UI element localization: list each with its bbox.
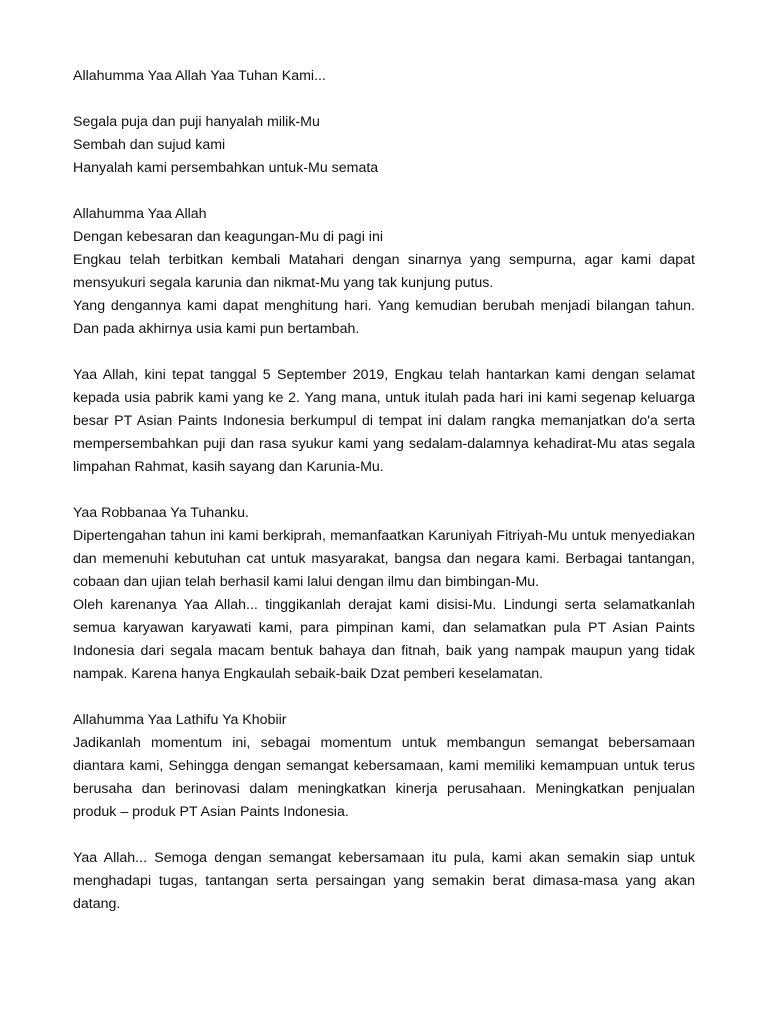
anniversary-section [73,364,695,479]
praise-line-3: Hanyalah kami persembahkan untuk-Mu semata [73,160,379,176]
morning-section [73,203,695,341]
closing-section [73,847,695,916]
praise-line-1: Segala puja dan puji hanyalah milik-Mu [73,114,320,130]
anniversary-paragraph: Yaa Allah, kini tepat tanggal 5 September 2019, Engkau telah hantarkan kami dengan selamat kepada usia pabrik kami yang ke 2. Yang mana, untuk itulah pada hari ini kami segenap keluarga besar PT Asian Paints Indonesia berkumpul di tempat ini dalam rangka memanjatkan do'a serta mempersembahkan puji dan rasa syukur kami yang sedalam-dalamnya kehadirat-Mu atas segala limpahan Rahmat, kasih sayang dan Karunia-Mu. [73,367,695,475]
lathifu-section [73,709,695,824]
morning-subheading: Dengan kebesaran dan keagungan-Mu di pagi ini [73,229,383,245]
opening-section [73,65,695,88]
opening-line: Allahumma Yaa Allah Yaa Tuhan Kami... [73,68,326,84]
closing-paragraph: Yaa Allah... Semoga dengan semangat kebersamaan itu pula, kami akan semakin siap untuk menghadapi tugas, tantangan serta persaingan yang semakin berat dimasa-masa yang akan datang. [73,850,695,912]
robbanaa-paragraph-2: Oleh karenanya Yaa Allah... tinggikanlah derajat kami disisi-Mu. Lindungi serta selamatkanlah semua karyawan karyawati kami, para pimpinan kami, dan selamatkan pula PT Asian Paints Indonesia dari segala macam bentuk bahaya dan fitnah, baik yang nampak maupun yang tidak nampak. Karena hanya Engkaulah sebaik-baik Dzat pemberi keselamatan. [73,597,695,682]
morning-paragraph-1: Engkau telah terbitkan kembali Matahari dengan sinarnya yang sempurna, agar kami dapat mensyukuri segala karunia dan nikmat-Mu yang tak kunjung putus. [73,252,695,291]
lathifu-paragraph: Jadikanlah momentum ini, sebagai momentum untuk membangun semangat bebersamaan diantara kami, Sehingga dengan semangat kebersamaan, kami memiliki kemampuan untuk terus berusaha dan berinovasi dalam meningkatkan kinerja perusahaan. Meningkatkan penjualan produk – produk PT Asian Paints Indonesia. [73,735,695,820]
robbanaa-heading: Yaa Robbanaa Ya Tuhanku. [73,505,249,521]
praise-section [73,111,695,180]
morning-paragraph-2: Yang dengannya kami dapat menghitung hari. Yang kemudian berubah menjadi bilangan tahun. Dan pada akhirnya usia kami pun bertambah. [73,298,695,337]
robbanaa-section [73,502,695,686]
robbanaa-paragraph-1: Dipertengahan tahun ini kami berkiprah, memanfaatkan Karuniyah Fitriyah-Mu untuk menyediakan dan memenuhi kebutuhan cat untuk masyarakat, bangsa dan negara kami. Berbagai tantangan, cobaan dan ujian telah berhasil kami lalui dengan ilmu dan bimbingan-Mu. [73,528,695,590]
praise-line-2: Sembah dan sujud kami [73,137,226,153]
morning-heading: Allahumma Yaa Allah [73,206,207,222]
lathifu-heading: Allahumma Yaa Lathifu Ya Khobiir [73,712,287,728]
